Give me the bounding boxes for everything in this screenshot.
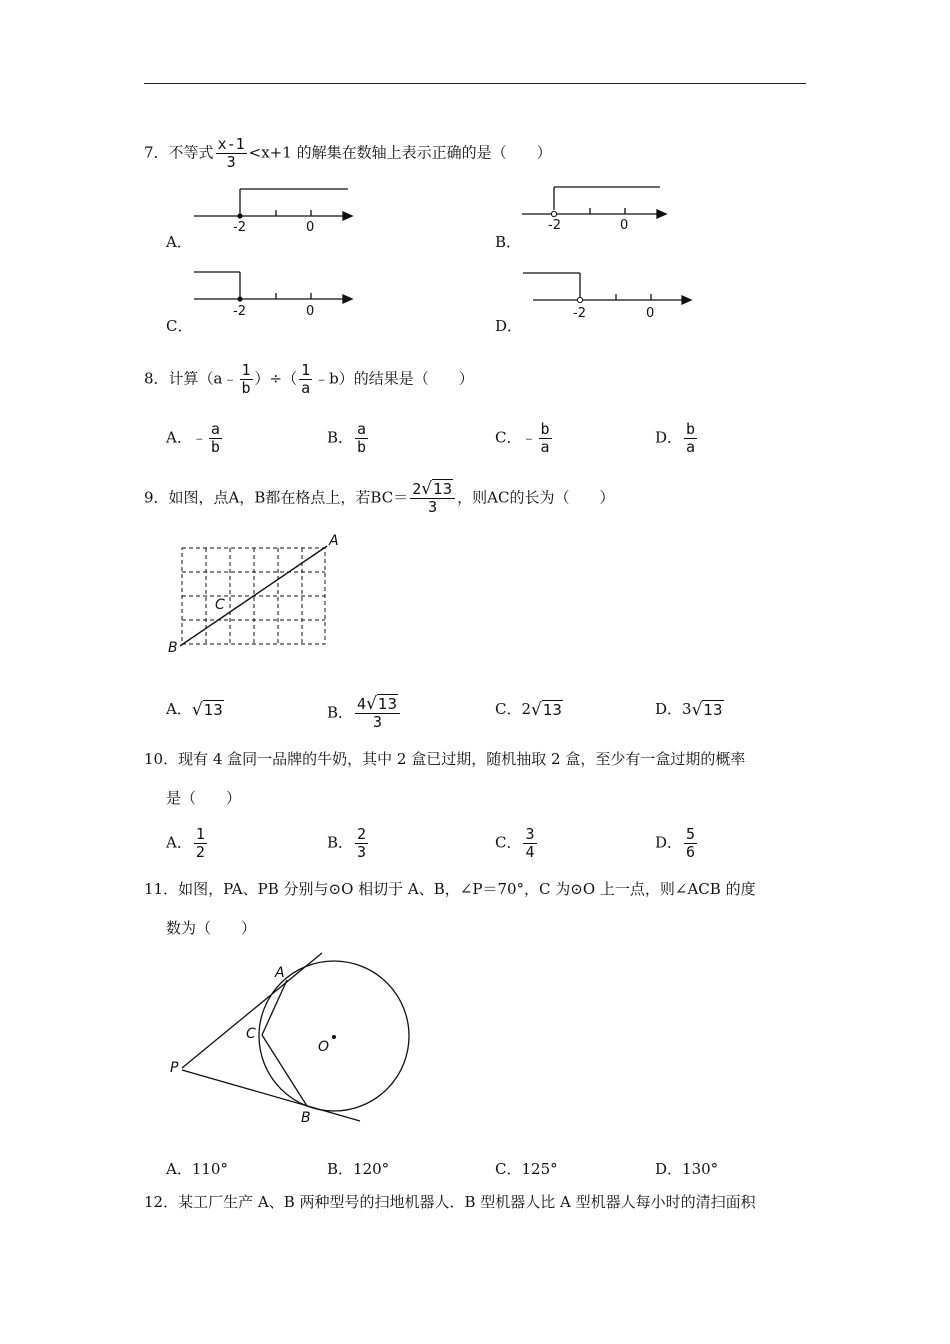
fraction-numerator: b bbox=[540, 420, 550, 438]
tick-label: 0 bbox=[646, 306, 655, 321]
fraction-denominator: a bbox=[540, 438, 550, 456]
fraction-denominator: 4 bbox=[525, 843, 535, 861]
option-value: 110° bbox=[191, 1160, 228, 1178]
question-number: 8． bbox=[144, 369, 169, 388]
option-value: 120° bbox=[353, 1160, 390, 1178]
coefficient: 3 bbox=[682, 700, 692, 718]
chord-ac bbox=[262, 980, 287, 1035]
option-label: A． bbox=[166, 1160, 192, 1178]
question-11-stem-cont: 数为（ ） bbox=[166, 919, 257, 937]
fraction-denominator: 3 bbox=[226, 153, 236, 171]
option-value: 130° bbox=[682, 1160, 719, 1178]
radicand: 13 bbox=[703, 701, 723, 719]
question-12-stem: 12．某工厂生产 A、B 两种型号的扫地机器人．B 型机器人比 A 型机器人每小时的清扫面积 bbox=[144, 1193, 756, 1211]
option-label: B． bbox=[327, 703, 354, 722]
fraction-denominator: 3 bbox=[357, 843, 367, 861]
point-label-a: A bbox=[275, 965, 285, 981]
option-label: D． bbox=[655, 1160, 683, 1178]
question-10-stem: 10．现有 4 盒同一品牌的牛奶，其中 2 盒已过期，随机抽取 2 盒，至少有一盒过期的概率 bbox=[144, 750, 746, 768]
tick-label: -2 bbox=[233, 304, 246, 319]
option-label: B． bbox=[327, 1160, 354, 1178]
option-label: C． bbox=[495, 700, 522, 718]
option-label: B． bbox=[495, 233, 522, 251]
fraction-denominator: a bbox=[301, 379, 311, 397]
fraction-numerator: a bbox=[210, 420, 220, 438]
fraction-numerator: 1 bbox=[301, 361, 311, 379]
option-label: C． bbox=[166, 317, 193, 335]
radical: √13 bbox=[531, 700, 562, 720]
point-label-p: P bbox=[170, 1060, 179, 1076]
radical: √13 bbox=[366, 694, 397, 714]
center-dot-icon bbox=[332, 1035, 336, 1039]
fraction-denominator: 6 bbox=[686, 843, 696, 861]
option-b bbox=[327, 1160, 389, 1178]
fraction-numerator: 5 bbox=[686, 825, 696, 843]
option-sign: ﹣ bbox=[191, 428, 207, 447]
option-label: D． bbox=[655, 428, 683, 447]
stem-text: ，则AC的长为（ ） bbox=[457, 488, 615, 507]
fraction-numerator: 3 bbox=[525, 825, 535, 843]
radicand: 13 bbox=[433, 480, 453, 498]
option-label: D． bbox=[655, 833, 683, 852]
coefficient: 2 bbox=[521, 700, 532, 718]
fraction-denominator: 2 bbox=[195, 843, 205, 861]
option-label: B． bbox=[327, 428, 354, 447]
option-label: A． bbox=[166, 833, 192, 852]
option-c bbox=[495, 1160, 558, 1178]
fraction-denominator: a bbox=[686, 438, 696, 456]
option-label: A． bbox=[166, 428, 192, 447]
radical: √13 bbox=[191, 700, 223, 720]
stem-text: 如图，点A，B都在格点上，若BC＝ bbox=[168, 488, 409, 507]
option-value: 125° bbox=[521, 1160, 558, 1178]
question-number: 9． bbox=[144, 488, 169, 507]
tick-label: -2 bbox=[548, 218, 561, 233]
option-label: A． bbox=[166, 233, 192, 251]
fraction-denominator: b bbox=[241, 379, 251, 397]
option-a bbox=[166, 1160, 228, 1178]
fraction-numerator: x-1 bbox=[217, 135, 245, 153]
question-10-stem-cont: 是（ ） bbox=[166, 789, 242, 807]
option-label: D． bbox=[655, 700, 683, 718]
fraction-denominator: 3 bbox=[373, 713, 383, 731]
option-sign: ﹣ bbox=[521, 428, 537, 447]
radical: √13 bbox=[691, 700, 723, 720]
option-label: B． bbox=[327, 833, 354, 852]
fraction-numerator: 2 bbox=[357, 825, 367, 843]
tangent-pa bbox=[182, 953, 322, 1068]
fraction-numerator: a bbox=[357, 420, 367, 438]
tick-label: 0 bbox=[620, 218, 629, 233]
point-label-b: B bbox=[301, 1110, 311, 1126]
fraction-denominator: b bbox=[357, 438, 367, 456]
radicand: 13 bbox=[542, 701, 562, 719]
stem-text: ）÷（ bbox=[254, 369, 298, 388]
point-label-b: B bbox=[168, 640, 178, 656]
point-label-c: C bbox=[246, 1026, 256, 1042]
tick-label: -2 bbox=[233, 220, 246, 235]
option-label: D． bbox=[495, 317, 523, 335]
option-d bbox=[655, 1160, 718, 1178]
stem-text: 计算（a﹣ bbox=[168, 369, 238, 388]
option-label: C． bbox=[495, 428, 522, 447]
question-11-stem: 11．如图，PA、PB 分别与⊙O 相切于 A、B，∠P＝70°，C 为⊙O 上一点，则∠ACB 的度 bbox=[144, 880, 756, 898]
tick-label: 0 bbox=[306, 304, 315, 319]
radicand: 13 bbox=[203, 701, 223, 719]
option-label: C． bbox=[495, 833, 522, 852]
fraction-denominator: b bbox=[210, 438, 220, 456]
option-label: A． bbox=[166, 700, 192, 718]
tick-label: -2 bbox=[573, 306, 586, 321]
fraction-denominator: 3 bbox=[428, 498, 438, 516]
coefficient: 4 bbox=[357, 695, 367, 713]
fraction-numerator: 1 bbox=[241, 361, 251, 379]
tick-label: 0 bbox=[306, 220, 315, 235]
stem-text: <x+1 的解集在数轴上表示正确的是（ ） bbox=[248, 143, 552, 162]
fraction-numerator: b bbox=[686, 420, 696, 438]
coefficient: 2 bbox=[412, 480, 422, 498]
option-label: C． bbox=[495, 1160, 522, 1178]
radicand: 13 bbox=[377, 695, 397, 713]
point-label-o: O bbox=[318, 1039, 330, 1055]
stem-text: 不等式 bbox=[168, 143, 214, 162]
point-label-c: C bbox=[215, 597, 225, 613]
stem-text: ﹣b）的结果是（ ） bbox=[314, 369, 474, 388]
question-number: 7． bbox=[144, 143, 169, 162]
radical: √13 bbox=[421, 479, 453, 499]
fraction-numerator: 1 bbox=[195, 825, 205, 843]
point-label-a: A bbox=[329, 533, 339, 549]
